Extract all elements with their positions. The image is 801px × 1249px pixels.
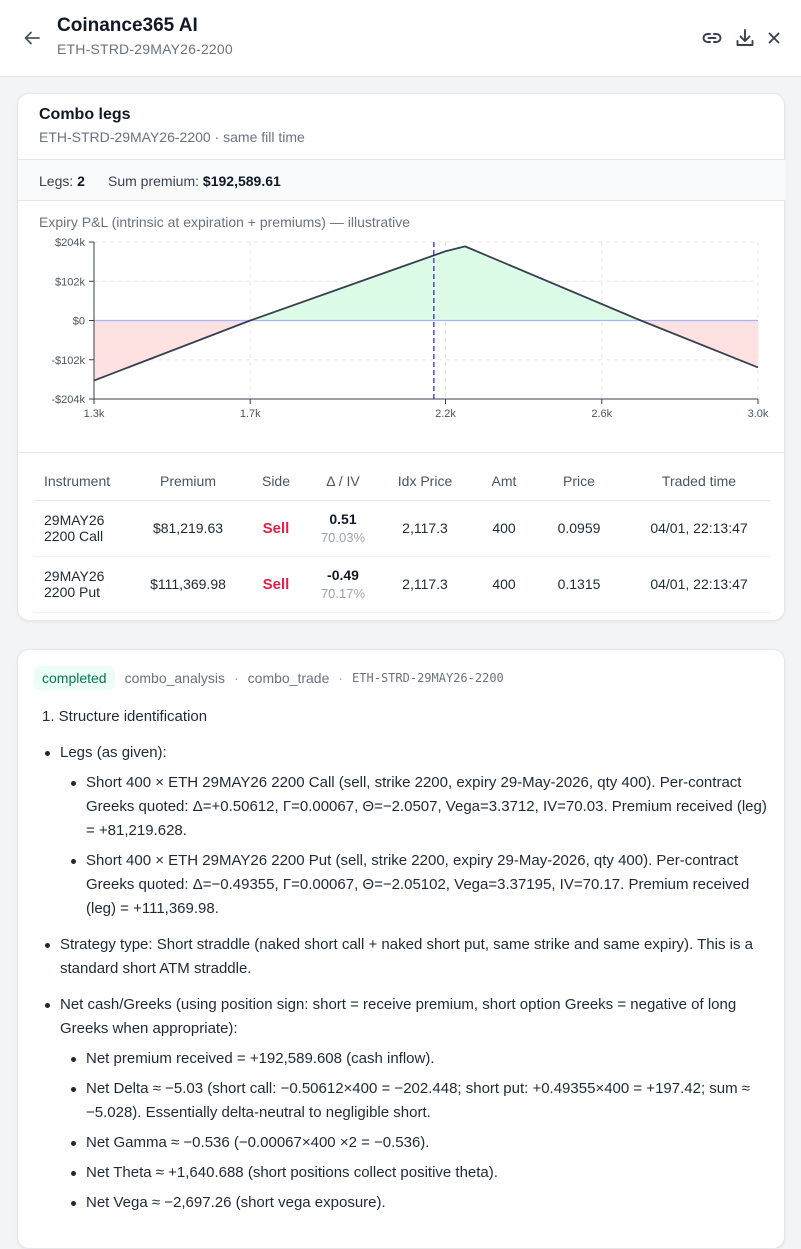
instrument-strike: 2200 Put bbox=[44, 584, 101, 600]
status-badge: completed bbox=[34, 666, 115, 690]
legs-label: Legs: bbox=[39, 173, 74, 189]
legs-summary bbox=[39, 173, 85, 189]
instrument-expiry: 29MAY26 bbox=[44, 568, 105, 584]
list-item: Short 400 × ETH 29MAY26 2200 Call (sell, strike 2200, expiry 29-May-2026, qty 400). Per-contract Greeks quoted: Δ=+0.50612, Γ=0.00067, Θ=−2.0507, Vega=3.3712, IV=70.03. Premium received (leg) = +81,219.628. bbox=[60, 771, 778, 843]
premium-label: Sum premium: bbox=[108, 173, 200, 189]
list-item: Net Delta ≈ −5.03 (short call: −0.50612×400 = −202.448; short put: +0.49355×400 = +197.42; sum ≈ −5.028). Essentially delta-neutral to negligible short. bbox=[60, 1077, 778, 1125]
col-traded-time: Traded time bbox=[628, 462, 770, 500]
list-item: Strategy type: Short straddle (naked short call + naked short put, same strike and same expiry). This is a standard short ATM straddle. bbox=[42, 933, 778, 981]
legs-count: 2 bbox=[77, 173, 85, 189]
copy-link-button[interactable] bbox=[700, 26, 724, 50]
list-item: Net Vega ≈ −2,697.26 (short vega exposure). bbox=[60, 1191, 778, 1215]
table-header-row bbox=[34, 462, 770, 500]
tag-combo-trade: combo_trade bbox=[247, 670, 330, 686]
traded-time-cell: 04/01, 22:13:47 bbox=[628, 500, 770, 556]
app-header bbox=[0, 0, 801, 77]
tag-separator: · bbox=[338, 670, 344, 686]
app-title: Coinance365 AI bbox=[57, 15, 198, 36]
col-premium: Premium bbox=[138, 462, 238, 500]
table-separator bbox=[18, 452, 786, 453]
y-tick-label: -$102k bbox=[51, 354, 85, 367]
premium-cell: $111,369.98 bbox=[138, 556, 238, 612]
y-tick-label: $0 bbox=[72, 315, 85, 328]
list-item: Net Theta ≈ +1,640.688 (short positions collect positive theta). bbox=[60, 1161, 778, 1185]
combo-legs-subtitle: ETH-STRD-29MAY26-2200 · same fill time bbox=[39, 129, 305, 145]
instrument-strike: 2200 Call bbox=[44, 528, 104, 544]
profit-area bbox=[250, 246, 641, 320]
price-cell: 0.1315 bbox=[530, 556, 628, 612]
instrument-expiry: 29MAY26 bbox=[44, 512, 105, 528]
link-icon bbox=[701, 27, 723, 49]
premium-summary bbox=[108, 173, 281, 189]
list-item bbox=[42, 741, 778, 921]
x-tick-label: 1.7k bbox=[239, 408, 261, 420]
amt-cell: 400 bbox=[478, 500, 530, 556]
col-instrument: Instrument bbox=[34, 462, 138, 500]
analysis-card bbox=[17, 649, 785, 1249]
premium-value: $192,589.61 bbox=[202, 173, 281, 189]
iv-value: 70.03% bbox=[320, 530, 366, 545]
idx-price-cell: 2,117.3 bbox=[372, 556, 478, 612]
y-tick-label: $204k bbox=[55, 237, 85, 249]
side-cell bbox=[238, 500, 314, 556]
instrument-cell bbox=[34, 556, 138, 612]
analysis-list bbox=[42, 741, 778, 1215]
y-tick-label: $102k bbox=[55, 276, 85, 289]
delta-value: 0.51 bbox=[329, 511, 357, 527]
tag-instrument: ETH-STRD-29MAY26-2200 bbox=[352, 671, 504, 685]
loss-area bbox=[94, 321, 758, 381]
analysis-heading: 1. Structure identification bbox=[42, 708, 208, 725]
app-subtitle: ETH-STRD-29MAY26-2200 bbox=[57, 41, 233, 57]
delta-value: -0.49 bbox=[327, 567, 359, 583]
delta-iv-cell bbox=[314, 500, 372, 556]
combo-legs-title: Combo legs bbox=[39, 106, 131, 123]
table-row[interactable] bbox=[34, 556, 770, 612]
traded-time-cell: 04/01, 22:13:47 bbox=[628, 556, 770, 612]
instrument-cell bbox=[34, 500, 138, 556]
x-tick-label: 3.0k bbox=[747, 408, 769, 420]
list-item: Net Gamma ≈ −0.536 (−0.00067×400 ×2 = −0.536). bbox=[60, 1131, 778, 1155]
close-icon bbox=[767, 31, 781, 45]
download-button[interactable] bbox=[733, 26, 757, 50]
legs-sublist bbox=[60, 771, 778, 921]
col-price: Price bbox=[530, 462, 628, 500]
col-side: Side bbox=[238, 462, 314, 500]
col-delta-iv: Δ / IV bbox=[314, 462, 372, 500]
tag-row bbox=[34, 666, 504, 690]
list-item bbox=[42, 993, 778, 1215]
x-tick-label: 2.6k bbox=[591, 408, 613, 420]
idx-price-cell: 2,117.3 bbox=[372, 500, 478, 556]
summary-bar bbox=[18, 159, 786, 201]
col-amt: Amt bbox=[478, 462, 530, 500]
greeks-bullet: Net cash/Greeks (using position sign: short = receive premium, short option Greeks = negative of long Greeks when appropriate): bbox=[60, 996, 737, 1037]
price-cell: 0.0959 bbox=[530, 500, 628, 556]
premium-cell: $81,219.63 bbox=[138, 500, 238, 556]
greeks-sublist bbox=[60, 1047, 778, 1215]
y-tick-label: -$204k bbox=[51, 394, 85, 406]
legs-bullet: Legs (as given): bbox=[60, 744, 167, 761]
pnl-chart bbox=[18, 234, 786, 452]
close-button[interactable] bbox=[762, 26, 786, 50]
tag-separator: · bbox=[233, 670, 239, 686]
analysis-body bbox=[42, 705, 778, 1227]
arrow-left-icon bbox=[22, 28, 42, 48]
list-item: Short 400 × ETH 29MAY26 2200 Put (sell, strike 2200, expiry 29-May-2026, qty 400). Per-contract Greeks quoted: Δ=−0.49355, Γ=0.00067, Θ=−2.05102, Vega=3.37195, IV=70.17. Premium received (leg) = +111,369.98. bbox=[60, 849, 778, 921]
delta-iv-cell bbox=[314, 556, 372, 612]
side-badge: Sell bbox=[262, 575, 290, 593]
iv-value: 70.17% bbox=[320, 586, 366, 601]
x-tick-label: 1.3k bbox=[83, 408, 105, 420]
x-tick-label: 2.2k bbox=[435, 408, 456, 420]
legs-table bbox=[34, 462, 770, 613]
table-row[interactable] bbox=[34, 500, 770, 556]
tag-combo-analysis: combo_analysis bbox=[124, 670, 225, 686]
side-cell bbox=[238, 556, 314, 612]
back-button[interactable] bbox=[20, 26, 44, 50]
combo-legs-card bbox=[17, 93, 785, 621]
amt-cell: 400 bbox=[478, 556, 530, 612]
download-icon bbox=[734, 27, 756, 49]
chart-caption: Expiry P&L (intrinsic at expiration + premiums) — illustrative bbox=[39, 214, 410, 230]
list-item: Net premium received = +192,589.608 (cash inflow). bbox=[60, 1047, 778, 1071]
col-idx-price: Idx Price bbox=[372, 462, 478, 500]
side-badge: Sell bbox=[262, 519, 290, 537]
